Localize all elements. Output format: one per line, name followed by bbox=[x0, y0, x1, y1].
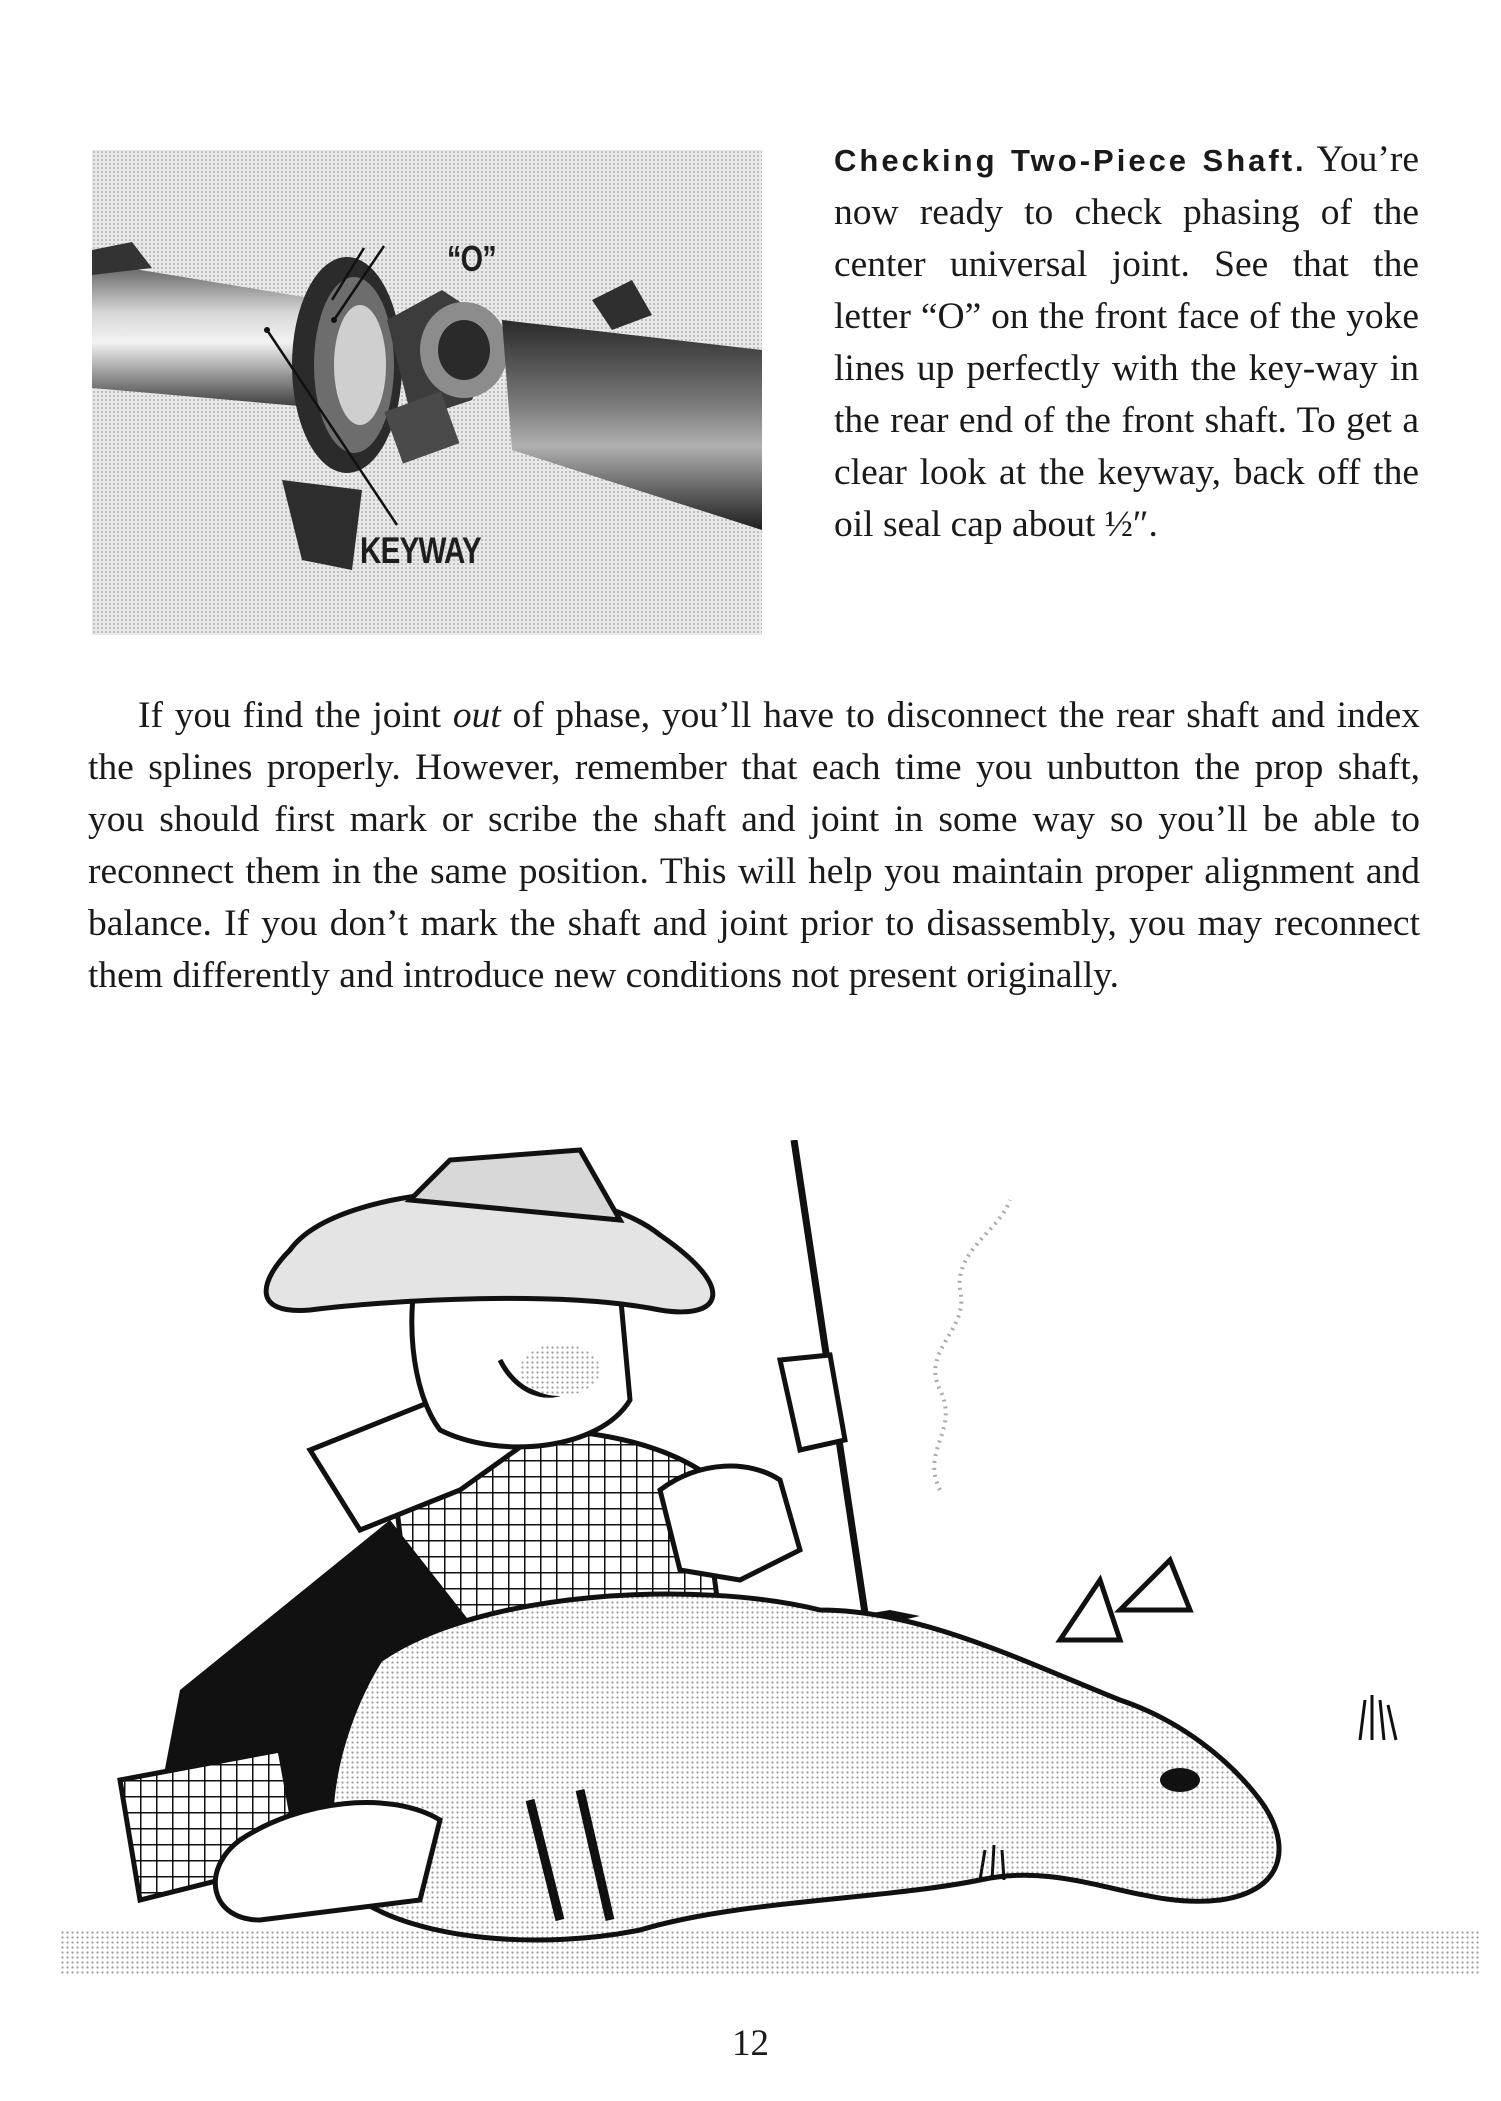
paragraph-emphasis: out bbox=[452, 695, 501, 736]
keyway-label: KEYWAY bbox=[360, 530, 481, 571]
section-heading: Checking Two-Piece Shaft. bbox=[834, 143, 1307, 178]
paragraph-text-start: If you find the joint bbox=[138, 695, 453, 736]
cowboy-cartoon bbox=[60, 1140, 1480, 2000]
section-body: You’re now ready to check phasing of the center universal joint. See that the letter “O” on the front face of the yoke lines up perfectly with the key-way in the rear end of the front shaft. To get a clear look at the keyway, back off the oil seal cap about ½″. bbox=[834, 139, 1419, 545]
paragraph-text-end: of phase, you’ll have to disconnect the rear shaft and index the splines properly. However, remember that each time you unbutton the prop shaft, you should first mark or scribe the shaft and joint in some way so you’ll be able to reconnect them in the same position. This will help you maintain proper alignment and balance. If you don’t mark the shaft and joint prior to disassembly, you may reconnect them differently and introduce new conditions not present originally. bbox=[88, 695, 1420, 996]
section-text bbox=[834, 134, 1419, 551]
o-mark-label: “O” bbox=[447, 238, 496, 279]
body-paragraph bbox=[88, 690, 1420, 1002]
page-number: 12 bbox=[732, 2023, 769, 2064]
shaft-photo bbox=[92, 150, 762, 635]
